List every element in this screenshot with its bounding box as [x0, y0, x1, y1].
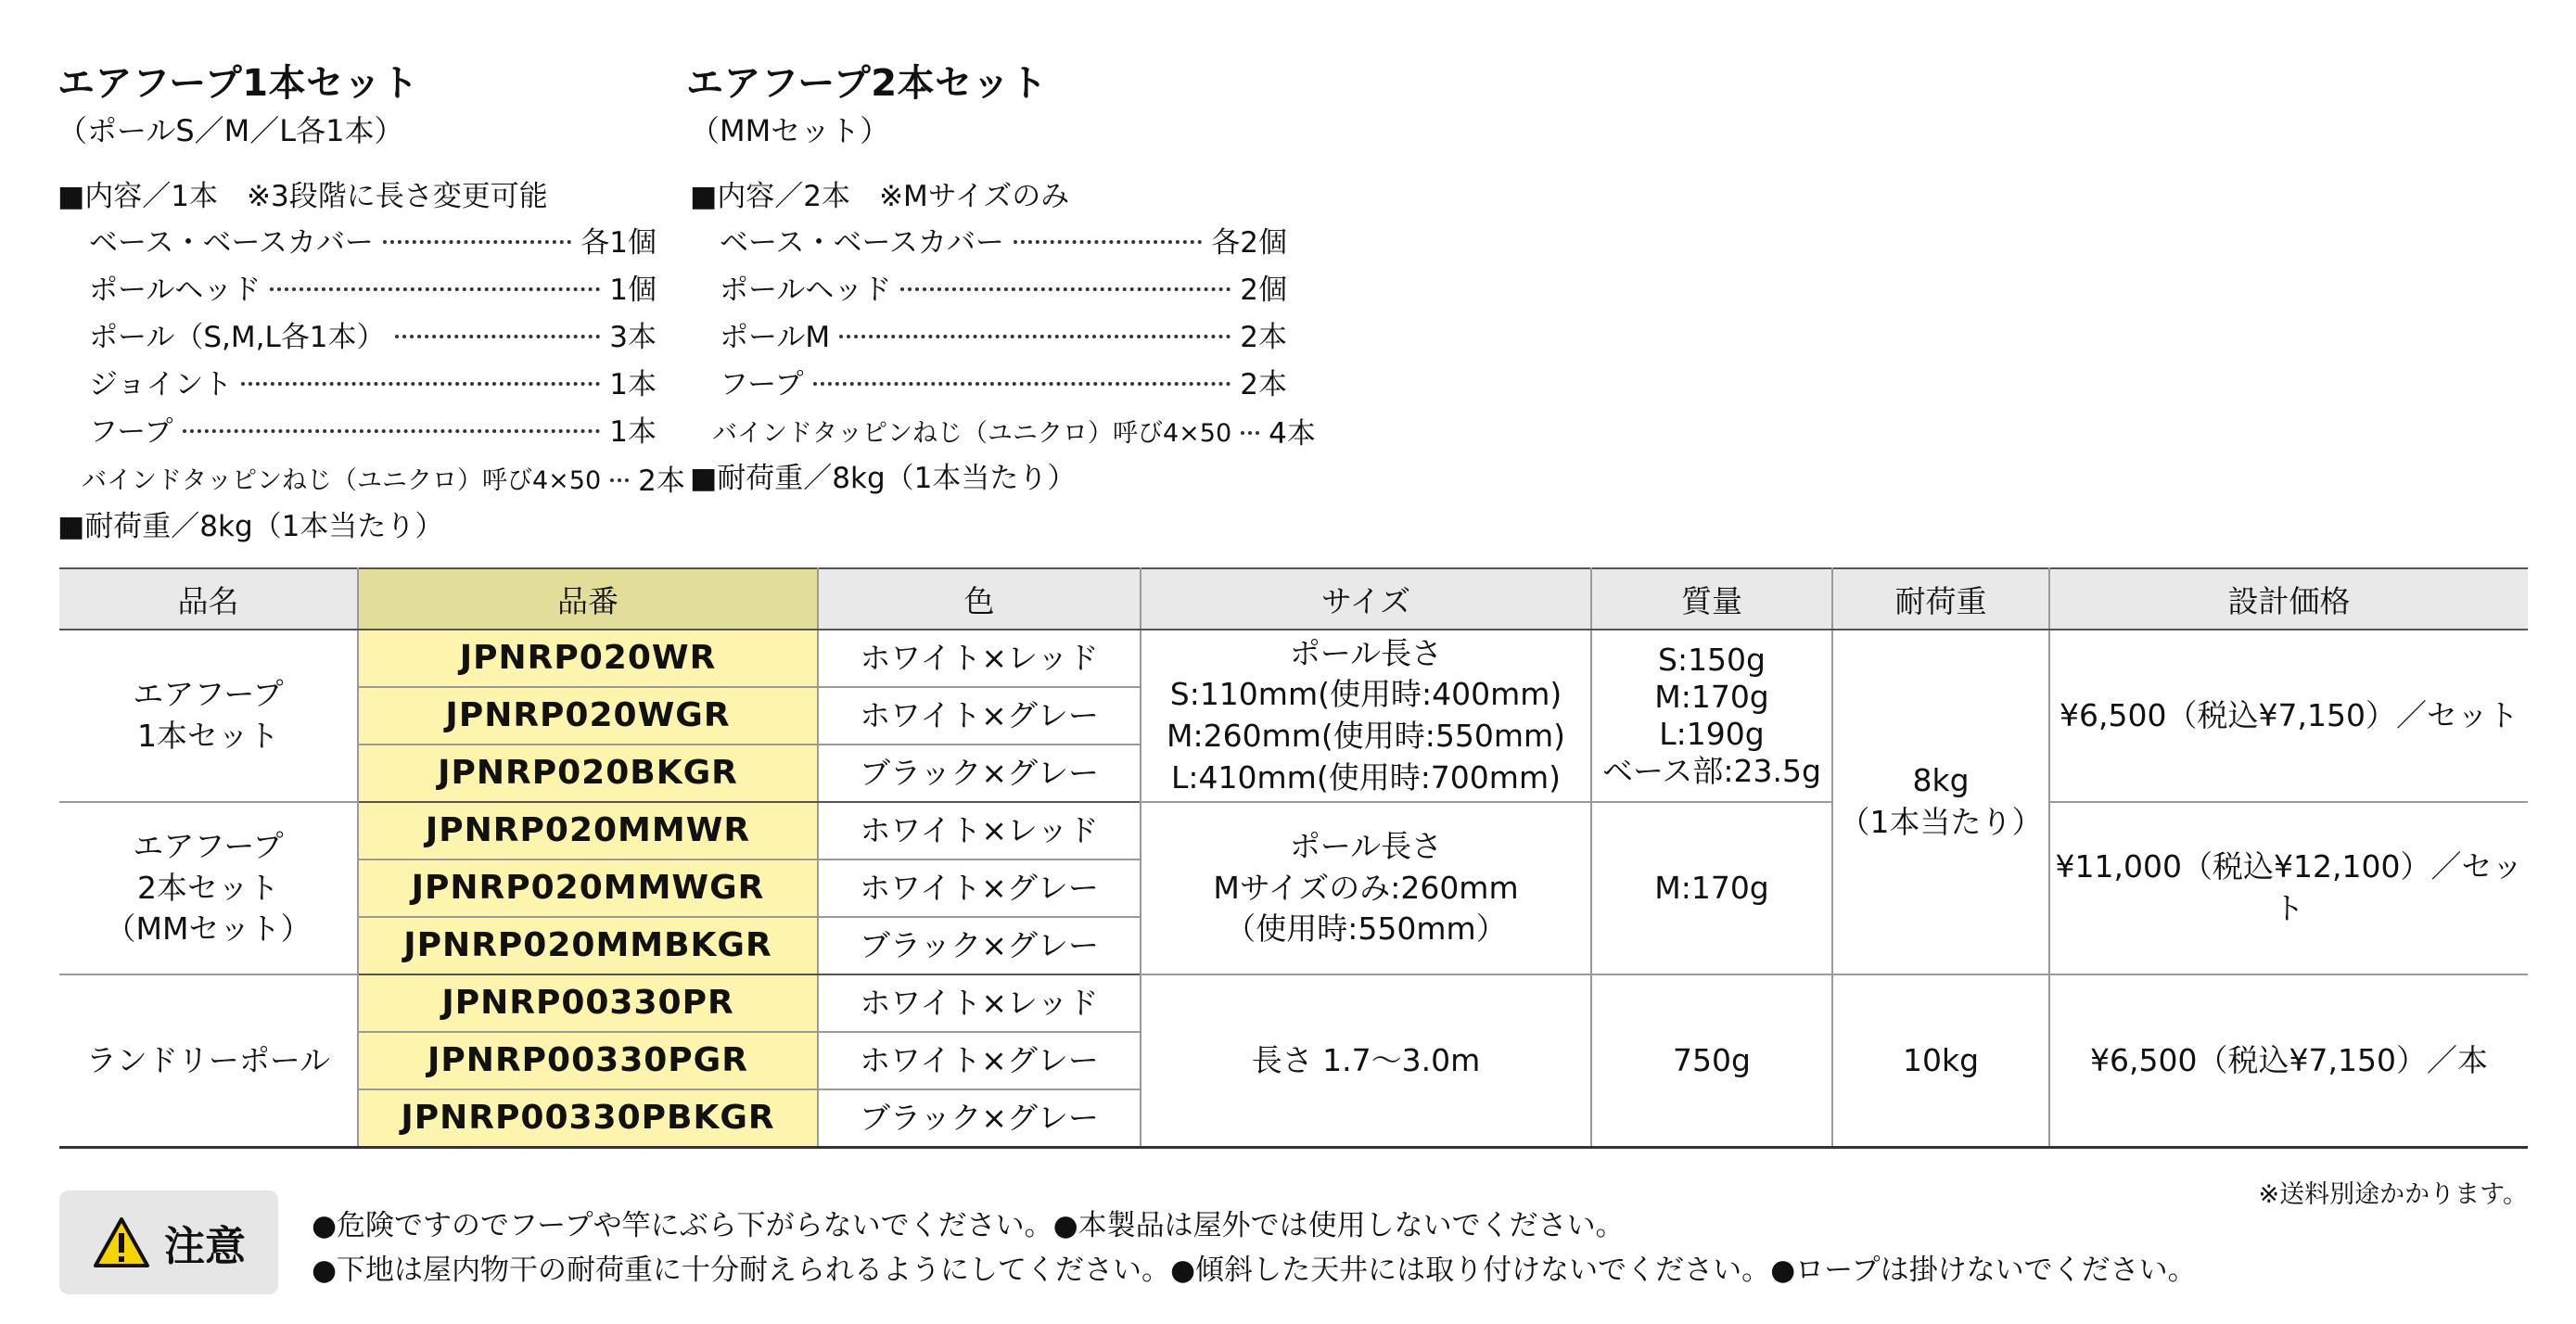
item-qty: 1本 — [609, 415, 657, 449]
item-qty: 2本 — [1240, 368, 1287, 401]
weight-cell — [1591, 802, 1832, 974]
set2-load: ■耐荷重／8kg（1本当たり） — [690, 462, 1077, 495]
header-product-name: 品名 — [59, 568, 358, 630]
item-qty: 3本 — [609, 321, 657, 354]
set1-subtitle: （ポールS／M／L各1本） — [57, 113, 404, 148]
size-line: S:110mm(使用時:400mm) — [1169, 676, 1562, 713]
price-cell: ¥11,000（税込¥12,100）／セット — [2049, 802, 2528, 974]
set1-load: ■耐荷重／8kg（1本当たり） — [57, 510, 444, 543]
weight-line: ベース部:23.5g — [1602, 753, 1821, 790]
table-header-row — [59, 568, 2528, 630]
set1-item — [89, 408, 657, 450]
product-code-cell: JPNRP020WGR — [358, 687, 818, 745]
header-size: サイズ — [1141, 568, 1591, 630]
set1-item — [89, 266, 657, 308]
spec-table — [59, 567, 2528, 1149]
size-line: 長さ 1.7〜3.0m — [1251, 1041, 1481, 1078]
leader-dots — [183, 429, 601, 433]
weight-cell — [1591, 974, 1832, 1148]
header-load: 耐荷重 — [1832, 568, 2049, 630]
shipping-note: ※送料別途かかります。 — [2258, 1180, 2528, 1209]
product-name-line: 2本セット — [137, 869, 279, 906]
size-line: M:260mm(使用時:550mm) — [1166, 718, 1565, 754]
leader-dots — [383, 240, 571, 244]
item-name: バインドタッピンねじ（ユニクロ）呼び4×50 — [82, 466, 602, 495]
color-cell: ホワイト×レッド — [818, 974, 1141, 1032]
product-code-cell: JPNRP020WR — [358, 630, 818, 687]
product-code-cell: JPNRP00330PR — [358, 974, 818, 1032]
size-line: Mサイズのみ:260mm — [1213, 869, 1519, 906]
set2-item — [712, 410, 1316, 452]
size-cell — [1141, 630, 1591, 802]
table-row — [59, 630, 2528, 687]
color-cell: ブラック×グレー — [818, 1089, 1141, 1148]
set1-contents-header: ■内容／1本 ※3段階に長さ変更可能 — [57, 180, 548, 213]
product-name-line: （MMセット） — [105, 910, 312, 948]
leader-dots — [395, 335, 601, 338]
load-line: 8kg — [1912, 762, 1970, 799]
leader-dots — [241, 382, 600, 386]
item-name: フープ — [720, 368, 804, 401]
set2-item — [720, 266, 1287, 308]
header-weight: 質量 — [1591, 568, 1832, 630]
size-cell — [1141, 802, 1591, 974]
weight-line: L:190g — [1659, 716, 1765, 752]
size-line: ポール長さ — [1289, 634, 1443, 671]
product-code-cell: JPNRP020MMWGR — [358, 859, 818, 917]
color-cell: ホワイト×レッド — [818, 630, 1141, 687]
header-price: 設計価格 — [2049, 568, 2528, 630]
load-cell: 10kg — [1832, 974, 2049, 1148]
weight-line: 750g — [1673, 1041, 1751, 1078]
product-code-cell: JPNRP020BKGR — [358, 745, 818, 802]
item-name: バインドタッピンねじ（ユニクロ）呼び4×50 — [712, 419, 1232, 448]
item-qty: 2本 — [1240, 321, 1287, 354]
table-row — [59, 802, 2528, 859]
color-cell: ブラック×グレー — [818, 917, 1141, 974]
set1-title: エアフープ1本セット — [57, 62, 419, 105]
leader-dots — [1014, 240, 1202, 244]
price-cell: ¥6,500（税込¥7,150）／セット — [2049, 630, 2528, 802]
weight-cell — [1591, 630, 1832, 802]
leader-dots — [839, 335, 1231, 338]
size-cell — [1141, 974, 1591, 1148]
item-name: ポールヘッド — [89, 274, 261, 307]
item-name: ポール（S,M,L各1本） — [89, 321, 386, 354]
header-product-code: 品番 — [358, 568, 818, 630]
product-name-cell — [59, 802, 358, 974]
color-cell: ホワイト×グレー — [818, 687, 1141, 745]
leader-dots — [270, 287, 600, 291]
price-cell: ¥6,500（税込¥7,150）／本 — [2049, 974, 2528, 1148]
product-name-cell — [59, 974, 358, 1148]
color-cell: ホワイト×グレー — [818, 859, 1141, 917]
product-code-cell: JPNRP00330PGR — [358, 1032, 818, 1089]
set2-item — [720, 313, 1287, 355]
caution-badge — [59, 1190, 278, 1294]
color-cell: ホワイト×グレー — [818, 1032, 1141, 1089]
item-name: ベース・ベースカバー — [89, 226, 374, 260]
weight-line: S:150g — [1658, 641, 1766, 678]
set1-item — [89, 361, 657, 402]
product-name-line: 1本セット — [137, 718, 279, 754]
set1-item — [89, 219, 657, 261]
set2-item — [720, 361, 1287, 402]
item-qty: 4本 — [1269, 417, 1316, 451]
load-line: （1本当たり） — [1839, 804, 2043, 840]
item-qty: 各1個 — [580, 226, 657, 260]
set2-subtitle: （MMセット） — [690, 113, 890, 148]
product-code-cell: JPNRP020MMBKGR — [358, 917, 818, 974]
item-name: ポールM — [720, 321, 831, 354]
item-qty: 2個 — [1240, 274, 1287, 307]
item-qty: 2本 — [638, 465, 685, 498]
item-qty: 1個 — [609, 274, 657, 307]
set2-contents-header: ■内容／2本 ※Mサイズのみ — [690, 180, 1070, 213]
set2-title: エアフープ2本セット — [686, 62, 1048, 105]
size-line: ポール長さ — [1289, 828, 1443, 865]
product-name-line: エアフープ — [133, 676, 284, 713]
shared-load-cell — [1832, 630, 2049, 974]
item-name: ベース・ベースカバー — [720, 226, 1004, 260]
item-qty: 各2個 — [1211, 226, 1287, 260]
product-name-line: ランドリーポール — [85, 1041, 331, 1078]
item-name: ポールヘッド — [720, 274, 892, 307]
color-cell: ホワイト×レッド — [818, 802, 1141, 859]
leader-dots — [900, 287, 1231, 291]
item-name: フープ — [89, 415, 173, 449]
item-qty: 1本 — [609, 368, 657, 401]
set1-item — [89, 313, 657, 355]
table-row — [59, 974, 2528, 1032]
leader-dots — [1241, 431, 1259, 435]
size-line: L:410mm(使用時:700mm) — [1171, 758, 1561, 796]
item-name: ジョイント — [89, 368, 233, 401]
size-line: （使用時:550mm） — [1225, 910, 1507, 948]
warning-triangle-icon — [92, 1216, 151, 1269]
color-cell: ブラック×グレー — [818, 745, 1141, 802]
product-name-cell — [59, 630, 358, 802]
product-code-cell: JPNRP00330PBKGR — [358, 1089, 818, 1148]
caution-line: ●下地は屋内物干の耐荷重に十分耐えられるようにしてください。●傾斜した天井には取り付けないでください。●ロープは掛けないでください。 — [312, 1254, 2197, 1287]
leader-dots — [610, 478, 629, 482]
product-name-line: エアフープ — [133, 828, 284, 865]
weight-line: M:170g — [1654, 869, 1769, 906]
weight-line: M:170g — [1654, 678, 1769, 715]
header-color: 色 — [818, 568, 1141, 630]
caution-label: 注意 — [164, 1223, 246, 1270]
set2-item — [720, 219, 1287, 261]
set1-item — [82, 457, 685, 499]
caution-line: ●危険ですのでフープや竿にぶら下がらないでください。●本製品は屋外では使用しないでください。 — [312, 1209, 1625, 1242]
leader-dots — [813, 382, 1231, 386]
product-code-cell: JPNRP020MMWR — [358, 802, 818, 859]
